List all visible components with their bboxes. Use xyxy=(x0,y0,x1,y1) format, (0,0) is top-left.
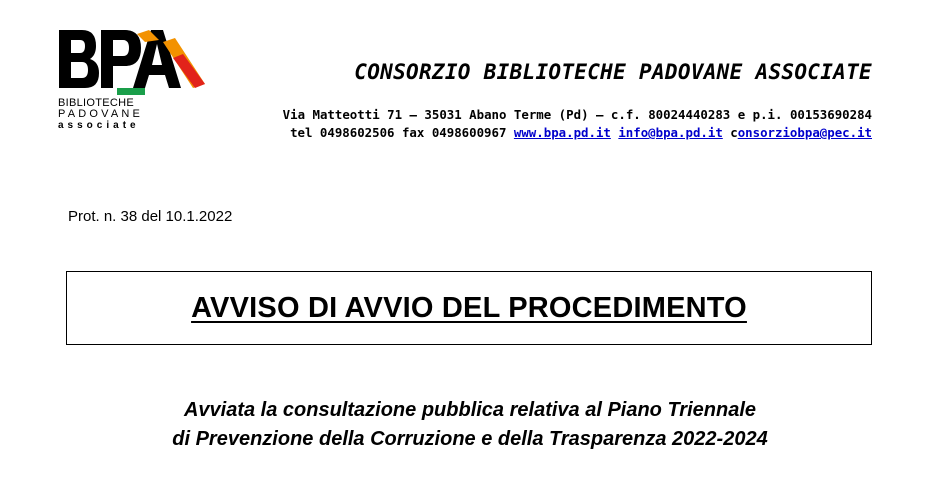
website-link[interactable]: www.bpa.pd.it xyxy=(513,125,611,140)
bpa-logo xyxy=(55,28,215,138)
logo-text-padovane: PADOVANE xyxy=(58,108,144,120)
bpa-logo-mark-icon xyxy=(55,28,215,98)
title-box xyxy=(66,271,872,345)
logo-text-associate: associate xyxy=(58,120,140,131)
address-line: Via Matteotti 71 – 35031 Abano Terme (Pd) – c.f. 80024440283 e p.i. 00153690284 xyxy=(282,107,872,122)
email-link[interactable]: info@bpa.pd.it xyxy=(618,125,723,140)
contact-line xyxy=(290,125,872,140)
logo-text-biblioteche: BIBLIOTECHE xyxy=(58,97,135,109)
subtitle-line-2: di Prevenzione della Corruzione e della Trasparenza 2022-2024 xyxy=(172,428,768,450)
organization-name: CONSORZIO BIBLIOTECHE PADOVANE ASSOCIATE xyxy=(354,60,872,84)
pec-prefix: c xyxy=(730,125,738,140)
tel-fax-text: tel 0498602506 fax 0498600967 xyxy=(290,125,507,140)
document-subtitle xyxy=(0,396,940,454)
pec-email-link[interactable]: onsorziobpa@pec.it xyxy=(737,125,872,140)
subtitle-line-1: Avviata la consultazione pubblica relativa al Piano Triennale xyxy=(183,399,757,421)
protocol-number: Prot. n. 38 del 10.1.2022 xyxy=(68,208,233,225)
document-title: AVVISO DI AVVIO DEL PROCEDIMENTO xyxy=(191,291,747,324)
